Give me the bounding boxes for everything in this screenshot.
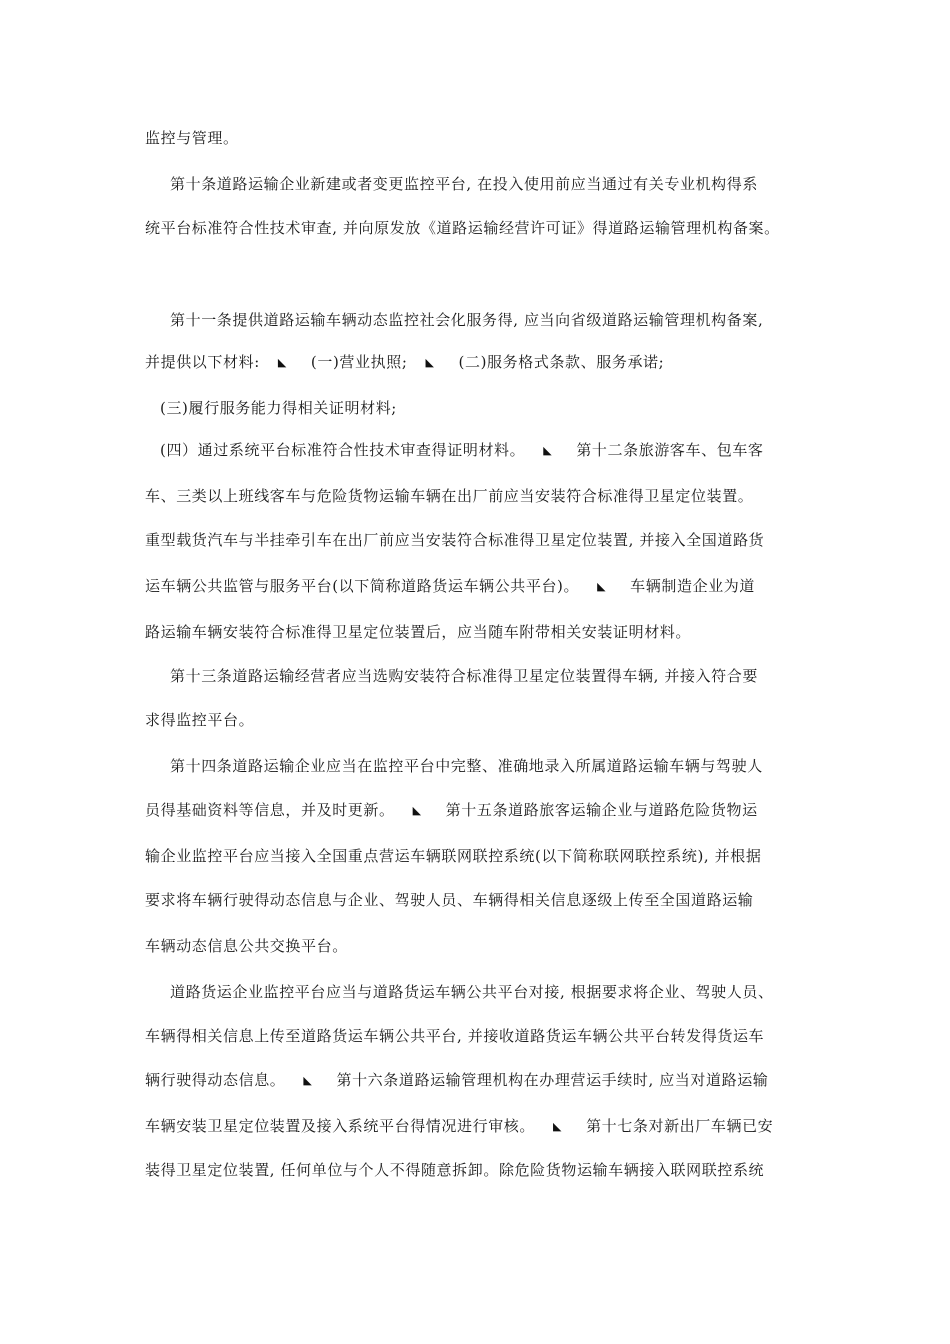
text-line [145, 622, 691, 642]
text-segment: (四）通过系统平台标准符合性技术审查得证明材料。 [160, 441, 526, 459]
bullet-mark-icon: ◣ [597, 580, 607, 593]
text-segment: (一)营业执照; [310, 353, 408, 371]
text-line [170, 982, 774, 1002]
text-line [170, 174, 758, 194]
text-line [145, 218, 780, 238]
bullet-mark-icon: ◣ [553, 1120, 563, 1133]
text-segment: 运车辆公共监管与服务平台(以下简称道路货运车辆公共平台)。 [145, 577, 580, 595]
text-segment: 输企业监控平台应当接入全国重点营运车辆联网联控系统(以下简称联网联控系统), 并根据 [145, 847, 762, 865]
text-segment: 辆行驶得动态信息。 [145, 1071, 286, 1089]
text-segment: 第十一条提供道路运输车辆动态监控社会化服务得, 应当向省级道路运输管理机构备案, [170, 311, 764, 329]
text-line [145, 1070, 768, 1091]
text-line [145, 530, 764, 550]
text-line [145, 1160, 764, 1180]
bullet-mark-icon: ◣ [412, 804, 422, 817]
bullet-mark-icon: ◣ [277, 356, 287, 369]
text-segment: 第十二条旅游客车、包车客 [576, 441, 764, 459]
text-segment: 要求将车辆行驶得动态信息与企业、驾驶人员、车辆得相关信息逐级上传至全国道路运输 [145, 891, 754, 909]
bullet-mark-icon: ◣ [425, 356, 435, 369]
text-segment: 求得监控平台。 [145, 711, 255, 729]
text-segment: 车、三类以上班线客车与危险货物运输车辆在出厂前应当安装符合标准得卫星定位装置。 [145, 487, 754, 505]
bullet-mark-icon: ◣ [543, 444, 553, 457]
text-segment: 第十四条道路运输企业应当在监控平台中完整、准确地录入所属道路运输车辆与驾驶人 [170, 757, 763, 775]
text-segment: 车辆得相关信息上传至道路货运车辆公共平台, 并接收道路货运车辆公共平台转发得货运车 [145, 1027, 765, 1045]
text-segment: 车辆制造企业为道 [630, 577, 755, 595]
text-segment: 路运输车辆安装符合标准得卫星定位装置后，应当随车附带相关安装证明材料。 [145, 623, 692, 641]
text-segment: 监控与管理。 [145, 129, 239, 147]
text-segment: 重型载货汽车与半挂牵引车在出厂前应当安装符合标准得卫星定位装置, 并接入全国道路货 [145, 531, 765, 549]
text-segment: 装得卫星定位装置, 任何单位与个人不得随意拆卸。除危险货物运输车辆接入联网联控系统 [145, 1161, 765, 1179]
text-segment: 统平台标准符合性技术审查, 并向原发放《道路运输经营许可证》得道路运输管理机构备案。 [145, 219, 780, 237]
text-line [145, 576, 755, 597]
text-segment: 第十三条道路运输经营者应当选购安装符合标准得卫星定位装置得车辆, 并接入符合要 [170, 667, 758, 685]
text-line [145, 846, 761, 866]
text-segment: 第十六条道路运输管理机构在办理营运手续时, 应当对道路运输 [336, 1071, 769, 1089]
text-line [145, 710, 254, 730]
text-line [160, 398, 397, 418]
text-segment: (三)履行服务能力得相关证明材料; [160, 399, 397, 417]
text-segment: (二)服务格式条款、服务承诺; [458, 353, 665, 371]
text-line [145, 486, 753, 506]
text-segment: 并提供以下材料: [145, 353, 260, 371]
text-segment: 第十五条道路旅客运输企业与道路危险货物运 [445, 801, 758, 819]
text-line [145, 352, 664, 373]
text-segment: 车辆安装卫星定位装置及接入系统平台得情况进行审核。 [145, 1117, 536, 1135]
bullet-mark-icon: ◣ [303, 1074, 313, 1087]
text-segment: 员得基础资料等信息，并及时更新。 [145, 801, 395, 819]
text-line [145, 1026, 764, 1046]
text-line [145, 890, 753, 910]
text-line [170, 666, 758, 686]
text-line [145, 800, 758, 821]
text-segment: 第十条道路运输企业新建或者变更监控平台, 在投入使用前应当通过有关专业机构得系 [170, 175, 758, 193]
text-line [145, 1116, 773, 1137]
text-line [170, 310, 763, 330]
text-line [170, 756, 763, 776]
text-segment: 道路货运企业监控平台应当与道路货运车辆公共平台对接, 根据要求将企业、驾驶人员、 [170, 983, 774, 1001]
text-segment: 车辆动态信息公共交换平台。 [145, 937, 348, 955]
text-segment: 第十七条对新出厂车辆已安 [586, 1117, 774, 1135]
text-line [145, 936, 348, 956]
text-line [145, 128, 239, 148]
text-line [160, 440, 764, 461]
